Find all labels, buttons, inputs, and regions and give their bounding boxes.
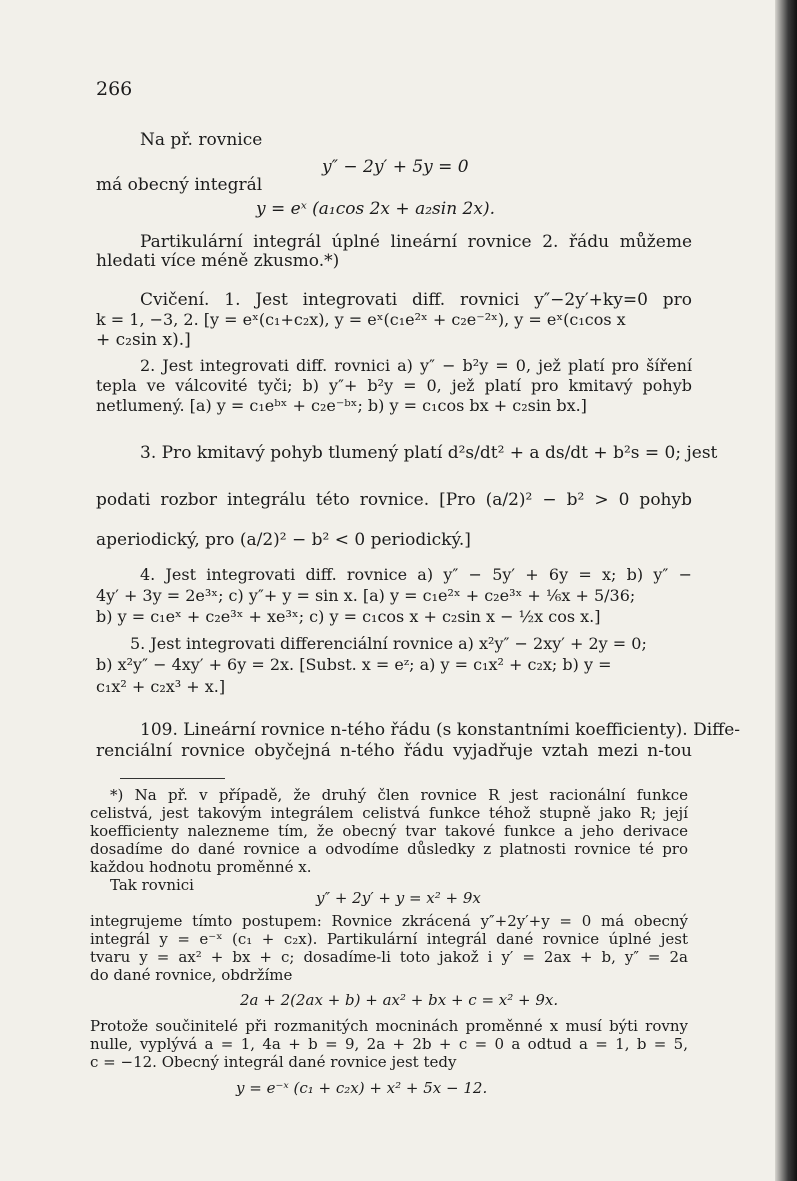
text-line: 4y′ + 3y = 2e³ˣ; c) y″+ y = sin x. [a) y = c₁e²ˣ + c₂e³ˣ + ⅙x + 5/36;: [96, 586, 636, 605]
equation: y = eˣ (a₁cos 2x + a₂sin 2x).: [256, 199, 495, 219]
text-line: tepla ve válcovité tyči; b) y″+ b²y = 0, jež platí pro kmitavý pohyb: [96, 376, 692, 395]
text-line: Partikulární integrál úplné lineární rovnice 2. řádu můžeme: [140, 232, 692, 252]
footnote-line: integrujeme tímto postupem: Rovnice zkrácená y″+2y′+y = 0 má obecný: [90, 912, 688, 930]
page-edge-shadow: [775, 0, 797, 1181]
text-line: má obecný integrál: [96, 175, 263, 195]
footnote-line: koefficienty nalezneme tím, že obecný tvar takové funkce a jeho derivace: [90, 822, 688, 840]
section-heading-109: 109. Lineární rovnice n-tého řádu (s konstantními koefficienty). Diffe-: [140, 720, 741, 740]
text-line: b) x²y″ − 4xy′ + 6y = 2x. [Subst. x = eᶻ; a) y = c₁x² + c₂x; b) y =: [96, 655, 612, 674]
equation: y″ − 2y′ + 5y = 0: [322, 157, 469, 177]
footnote-line: Tak rovnici: [110, 876, 194, 894]
text-line: aperiodický, pro (a/2)² − b² < 0 periodický.]: [96, 530, 471, 550]
text-line: 5. Jest integrovati differenciální rovnice a) x²y″ − 2xy′ + 2y = 0;: [130, 634, 647, 653]
footnote-line: celistvá, jest takovým integrálem celistvá funkce téhož stupně jako R; její: [90, 804, 688, 822]
footnote-line: tvaru y = ax² + bx + c; dosadíme-li toto jakož i y′ = 2ax + b, y″ = 2a: [90, 948, 688, 966]
text-line: renciální rovnice obyčejná n-tého řádu vyjadřuje vztah mezi n-tou: [96, 741, 692, 761]
footnote-equation: 2a + 2(2ax + b) + ax² + bx + c = x² + 9x.: [240, 991, 559, 1009]
footnote-line: Protože součinitelé při rozmanitých mocninách proměnné x musí býti rovny: [90, 1017, 688, 1035]
text-line: + c₂sin x).]: [96, 330, 191, 350]
text-line: c₁x² + c₂x³ + x.]: [96, 677, 226, 696]
text-line: 2. Jest integrovati diff. rovnici a) y″ − b²y = 0, jež platí pro šíření: [140, 356, 692, 375]
text-line: hledati více méně zkusmo.*): [96, 251, 340, 271]
page-number: 266: [96, 78, 133, 100]
text-line: 3. Pro kmitavý pohyb tlumený platí d²s/dt² + a ds/dt + b²s = 0; jest: [140, 443, 718, 463]
footnote-line: nulle, vyplývá a = 1, 4a + b = 9, 2a + 2b + c = 0 a odtud a = 1, b = 5,: [90, 1035, 688, 1053]
footnote-line: c = −12. Obecný integrál dané rovnice jest tedy: [90, 1053, 457, 1071]
footnote-equation: y″ + 2y′ + y = x² + 9x: [316, 889, 481, 907]
footnote-rule: [120, 778, 225, 779]
text-line: podati rozbor integrálu této rovnice. [Pro (a/2)² − b² > 0 pohyb: [96, 490, 692, 510]
footnote-line: do dané rovnice, obdržíme: [90, 966, 293, 984]
footnote-line: každou hodnotu proměnné x.: [90, 858, 312, 876]
footnote-line: integrál y = e⁻ˣ (c₁ + c₂x). Partikulární integrál dané rovnice úplné jest: [90, 930, 688, 948]
text-line: k = 1, −3, 2. [y = eˣ(c₁+c₂x), y = eˣ(c₁e²ˣ + c₂e⁻²ˣ), y = eˣ(c₁cos x: [96, 310, 626, 329]
exercise-heading: Cvičení. 1. Jest integrovati diff. rovnici y″−2y′+ky=0 pro: [140, 290, 692, 310]
footnote-line: *) Na př. v případě, že druhý člen rovnice R jest racionální funkce: [110, 786, 688, 804]
text-line: 4. Jest integrovati diff. rovnice a) y″ − 5y′ + 6y = x; b) y″ −: [140, 565, 692, 584]
text-line: b) y = c₁eˣ + c₂e³ˣ + xe³ˣ; c) y = c₁cos x + c₂sin x − ½x cos x.]: [96, 607, 601, 626]
footnote-equation: y = e⁻ˣ (c₁ + c₂x) + x² + 5x − 12.: [236, 1079, 488, 1097]
footnote-line: dosadíme do dané rovnice a odvodíme důsledky z platnosti rovnice té pro: [90, 840, 688, 858]
text-line: Na př. rovnice: [140, 130, 263, 150]
text-line: netlumený. [a) y = c₁eᵇˣ + c₂e⁻ᵇˣ; b) y = c₁cos bx + c₂sin bx.]: [96, 396, 587, 415]
